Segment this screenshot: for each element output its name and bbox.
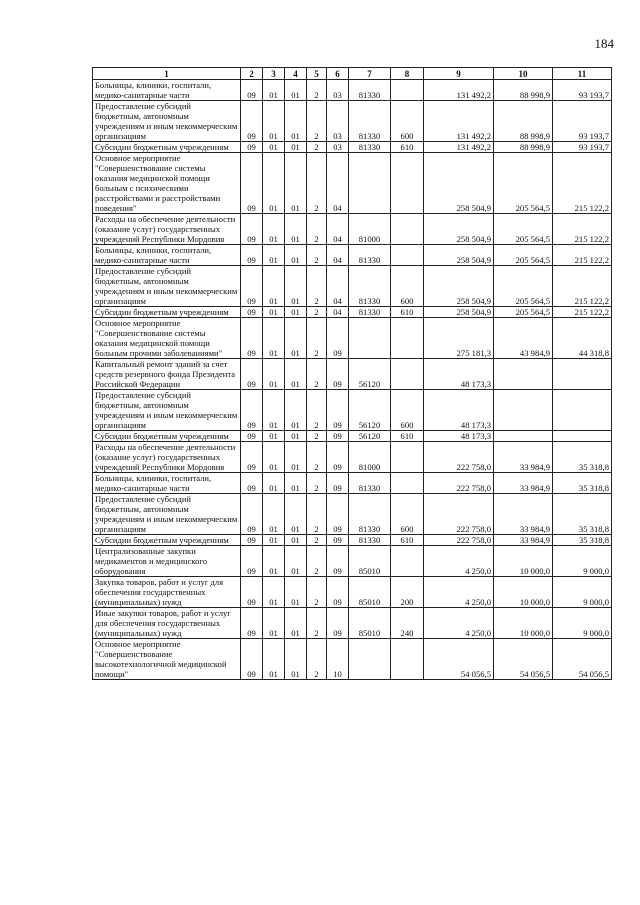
cell-c11 bbox=[553, 431, 612, 442]
cell-c3: 01 bbox=[263, 307, 285, 318]
table-row bbox=[93, 153, 612, 214]
cell-c9: 258 504,9 bbox=[424, 245, 494, 266]
column-header: 4 bbox=[285, 68, 307, 80]
cell-c6: 04 bbox=[327, 245, 349, 266]
cell-c9: 4 250,0 bbox=[424, 577, 494, 608]
row-name: Закупка товаров, работ и услуг для обеспечения государственных (муниципальных) нужд bbox=[93, 577, 241, 608]
cell-c7: 81330 bbox=[349, 307, 391, 318]
cell-c8: 610 bbox=[391, 307, 424, 318]
cell-c4: 01 bbox=[285, 307, 307, 318]
table-row bbox=[93, 307, 612, 318]
cell-c7: 81330 bbox=[349, 473, 391, 494]
column-header: 2 bbox=[241, 68, 263, 80]
cell-c8: 610 bbox=[391, 535, 424, 546]
cell-c2: 09 bbox=[241, 214, 263, 245]
cell-c3: 01 bbox=[263, 608, 285, 639]
cell-c11: 93 193,7 bbox=[553, 101, 612, 142]
cell-c2: 09 bbox=[241, 266, 263, 307]
cell-c2: 09 bbox=[241, 577, 263, 608]
cell-c5: 2 bbox=[307, 639, 327, 680]
row-name: Субсидии бюджетным учреждениям bbox=[93, 535, 241, 546]
cell-c11: 35 318,8 bbox=[553, 442, 612, 473]
cell-c5: 2 bbox=[307, 359, 327, 390]
cell-c7: 81330 bbox=[349, 494, 391, 535]
cell-c8 bbox=[391, 153, 424, 214]
budget-table bbox=[92, 67, 612, 680]
cell-c5: 2 bbox=[307, 431, 327, 442]
row-name: Субсидии бюджетным учреждениям bbox=[93, 142, 241, 153]
cell-c2: 09 bbox=[241, 431, 263, 442]
cell-c5: 2 bbox=[307, 473, 327, 494]
row-name: Основное мероприятие "Совершенствование высокотехнологичной медицинской помощи" bbox=[93, 639, 241, 680]
table-row bbox=[93, 101, 612, 142]
cell-c4: 01 bbox=[285, 318, 307, 359]
row-name: Основное мероприятие "Совершенствование системы оказания медицинской помощи больным прочими заболеваниями" bbox=[93, 318, 241, 359]
cell-c7: 56120 bbox=[349, 390, 391, 431]
table-row bbox=[93, 639, 612, 680]
cell-c4: 01 bbox=[285, 473, 307, 494]
cell-c11: 215 122,2 bbox=[553, 307, 612, 318]
cell-c9: 48 173,3 bbox=[424, 359, 494, 390]
cell-c3: 01 bbox=[263, 245, 285, 266]
cell-c3: 01 bbox=[263, 266, 285, 307]
table-row bbox=[93, 390, 612, 431]
cell-c9: 222 758,0 bbox=[424, 442, 494, 473]
cell-c5: 2 bbox=[307, 535, 327, 546]
table-row bbox=[93, 359, 612, 390]
cell-c11: 9 000,0 bbox=[553, 577, 612, 608]
cell-c10: 33 984,9 bbox=[494, 473, 553, 494]
cell-c5: 2 bbox=[307, 546, 327, 577]
cell-c9: 222 758,0 bbox=[424, 535, 494, 546]
cell-c6: 09 bbox=[327, 577, 349, 608]
cell-c6: 09 bbox=[327, 431, 349, 442]
cell-c2: 09 bbox=[241, 535, 263, 546]
cell-c10: 205 564,5 bbox=[494, 307, 553, 318]
cell-c7: 81000 bbox=[349, 442, 391, 473]
cell-c9: 258 504,9 bbox=[424, 214, 494, 245]
cell-c3: 01 bbox=[263, 473, 285, 494]
table-row bbox=[93, 535, 612, 546]
cell-c10: 205 564,5 bbox=[494, 245, 553, 266]
cell-c5: 2 bbox=[307, 142, 327, 153]
cell-c2: 09 bbox=[241, 390, 263, 431]
cell-c3: 01 bbox=[263, 639, 285, 680]
cell-c10: 43 984,9 bbox=[494, 318, 553, 359]
cell-c3: 01 bbox=[263, 494, 285, 535]
cell-c2: 09 bbox=[241, 318, 263, 359]
cell-c8: 600 bbox=[391, 494, 424, 535]
cell-c11: 215 122,2 bbox=[553, 245, 612, 266]
cell-c2: 09 bbox=[241, 473, 263, 494]
cell-c5: 2 bbox=[307, 214, 327, 245]
cell-c2: 09 bbox=[241, 307, 263, 318]
cell-c11: 35 318,8 bbox=[553, 473, 612, 494]
cell-c11: 44 318,8 bbox=[553, 318, 612, 359]
cell-c10: 205 564,5 bbox=[494, 266, 553, 307]
table-row bbox=[93, 80, 612, 101]
cell-c5: 2 bbox=[307, 101, 327, 142]
cell-c5: 2 bbox=[307, 608, 327, 639]
cell-c9: 258 504,9 bbox=[424, 266, 494, 307]
cell-c8 bbox=[391, 214, 424, 245]
cell-c3: 01 bbox=[263, 318, 285, 359]
cell-c9: 258 504,9 bbox=[424, 153, 494, 214]
cell-c7: 81330 bbox=[349, 266, 391, 307]
cell-c6: 09 bbox=[327, 390, 349, 431]
cell-c6: 03 bbox=[327, 101, 349, 142]
cell-c4: 01 bbox=[285, 214, 307, 245]
cell-c3: 01 bbox=[263, 431, 285, 442]
cell-c8: 600 bbox=[391, 390, 424, 431]
row-name: Субсидии бюджетным учреждениям bbox=[93, 431, 241, 442]
cell-c5: 2 bbox=[307, 318, 327, 359]
cell-c3: 01 bbox=[263, 535, 285, 546]
cell-c4: 01 bbox=[285, 494, 307, 535]
cell-c7 bbox=[349, 153, 391, 214]
cell-c8 bbox=[391, 318, 424, 359]
cell-c9: 131 492,2 bbox=[424, 101, 494, 142]
cell-c10: 10 000,0 bbox=[494, 546, 553, 577]
cell-c6: 09 bbox=[327, 608, 349, 639]
cell-c6: 04 bbox=[327, 214, 349, 245]
table-body bbox=[93, 80, 612, 680]
cell-c2: 09 bbox=[241, 101, 263, 142]
cell-c9: 222 758,0 bbox=[424, 473, 494, 494]
cell-c6: 09 bbox=[327, 546, 349, 577]
cell-c2: 09 bbox=[241, 494, 263, 535]
cell-c5: 2 bbox=[307, 494, 327, 535]
cell-c8 bbox=[391, 442, 424, 473]
cell-c4: 01 bbox=[285, 245, 307, 266]
cell-c11: 35 318,8 bbox=[553, 535, 612, 546]
cell-c5: 2 bbox=[307, 245, 327, 266]
column-header: 3 bbox=[263, 68, 285, 80]
cell-c11: 215 122,2 bbox=[553, 153, 612, 214]
cell-c11 bbox=[553, 359, 612, 390]
cell-c3: 01 bbox=[263, 359, 285, 390]
table-row bbox=[93, 431, 612, 442]
cell-c7: 81330 bbox=[349, 535, 391, 546]
cell-c11: 215 122,2 bbox=[553, 214, 612, 245]
cell-c10: 33 984,9 bbox=[494, 494, 553, 535]
row-name: Основное мероприятие "Совершенствование системы оказания медицинской помощи больным с психическими расстройствами и расстройствами поведения" bbox=[93, 153, 241, 214]
cell-c4: 01 bbox=[285, 546, 307, 577]
cell-c3: 01 bbox=[263, 214, 285, 245]
row-name: Предоставление субсидий бюджетным, автономным учреждениям и иным некоммерческим организациям bbox=[93, 494, 241, 535]
row-name: Больницы, клиники, госпитали, медико-санитарные части bbox=[93, 473, 241, 494]
row-name: Больницы, клиники, госпитали, медико-санитарные части bbox=[93, 80, 241, 101]
cell-c4: 01 bbox=[285, 153, 307, 214]
cell-c3: 01 bbox=[263, 101, 285, 142]
cell-c11: 35 318,8 bbox=[553, 494, 612, 535]
table-row bbox=[93, 266, 612, 307]
cell-c7: 81330 bbox=[349, 142, 391, 153]
cell-c3: 01 bbox=[263, 142, 285, 153]
cell-c9: 131 492,2 bbox=[424, 142, 494, 153]
cell-c8: 610 bbox=[391, 142, 424, 153]
cell-c11: 9 000,0 bbox=[553, 546, 612, 577]
cell-c7: 56120 bbox=[349, 359, 391, 390]
cell-c4: 01 bbox=[285, 142, 307, 153]
cell-c8: 610 bbox=[391, 431, 424, 442]
cell-c7: 81330 bbox=[349, 101, 391, 142]
column-header: 1 bbox=[93, 68, 241, 80]
row-name: Иные закупки товаров, работ и услуг для обеспечения государственных (муниципальных) нужд bbox=[93, 608, 241, 639]
cell-c11: 54 056,5 bbox=[553, 639, 612, 680]
column-header: 9 bbox=[424, 68, 494, 80]
cell-c6: 04 bbox=[327, 266, 349, 307]
row-name: Расходы на обеспечение деятельности (оказание услуг) государственных учреждений Республики Мордовия bbox=[93, 214, 241, 245]
cell-c11: 93 193,7 bbox=[553, 80, 612, 101]
header-row bbox=[93, 68, 612, 80]
table-row bbox=[93, 214, 612, 245]
cell-c8: 240 bbox=[391, 608, 424, 639]
cell-c6: 09 bbox=[327, 442, 349, 473]
cell-c2: 09 bbox=[241, 80, 263, 101]
cell-c4: 01 bbox=[285, 101, 307, 142]
cell-c9: 48 173,3 bbox=[424, 431, 494, 442]
cell-c11: 9 000,0 bbox=[553, 608, 612, 639]
cell-c3: 01 bbox=[263, 442, 285, 473]
cell-c4: 01 bbox=[285, 80, 307, 101]
cell-c6: 03 bbox=[327, 80, 349, 101]
table-row bbox=[93, 608, 612, 639]
cell-c11: 215 122,2 bbox=[553, 266, 612, 307]
cell-c2: 09 bbox=[241, 546, 263, 577]
cell-c3: 01 bbox=[263, 546, 285, 577]
row-name: Предоставление субсидий бюджетным, автономным учреждениям и иным некоммерческим организациям bbox=[93, 390, 241, 431]
cell-c4: 01 bbox=[285, 577, 307, 608]
cell-c10: 88 998,9 bbox=[494, 101, 553, 142]
cell-c4: 01 bbox=[285, 639, 307, 680]
column-header: 10 bbox=[494, 68, 553, 80]
cell-c9: 48 173,3 bbox=[424, 390, 494, 431]
cell-c10 bbox=[494, 359, 553, 390]
row-name: Предоставление субсидий бюджетным, автономным учреждениям и иным некоммерческим организациям bbox=[93, 101, 241, 142]
cell-c3: 01 bbox=[263, 577, 285, 608]
cell-c5: 2 bbox=[307, 390, 327, 431]
cell-c10: 205 564,5 bbox=[494, 214, 553, 245]
cell-c11 bbox=[553, 390, 612, 431]
cell-c2: 09 bbox=[241, 359, 263, 390]
cell-c8 bbox=[391, 546, 424, 577]
cell-c10: 10 000,0 bbox=[494, 608, 553, 639]
column-header: 11 bbox=[553, 68, 612, 80]
row-name: Предоставление субсидий бюджетным, автономным учреждениям и иным некоммерческим организациям bbox=[93, 266, 241, 307]
cell-c2: 09 bbox=[241, 442, 263, 473]
cell-c6: 04 bbox=[327, 307, 349, 318]
cell-c5: 2 bbox=[307, 307, 327, 318]
table-row bbox=[93, 494, 612, 535]
row-name: Капитальный ремонт зданий за счет средств резервного фонда Президента Российской Федерации bbox=[93, 359, 241, 390]
cell-c2: 09 bbox=[241, 142, 263, 153]
column-header: 8 bbox=[391, 68, 424, 80]
cell-c5: 2 bbox=[307, 577, 327, 608]
row-name: Централизованные закупки медикаментов и медицинского оборудования bbox=[93, 546, 241, 577]
cell-c7: 81330 bbox=[349, 80, 391, 101]
table-row bbox=[93, 245, 612, 266]
cell-c6: 09 bbox=[327, 359, 349, 390]
column-header: 7 bbox=[349, 68, 391, 80]
cell-c10: 54 056,5 bbox=[494, 639, 553, 680]
cell-c10: 10 000,0 bbox=[494, 577, 553, 608]
cell-c9: 4 250,0 bbox=[424, 546, 494, 577]
table-row bbox=[93, 142, 612, 153]
cell-c4: 01 bbox=[285, 359, 307, 390]
cell-c3: 01 bbox=[263, 153, 285, 214]
cell-c9: 275 181,3 bbox=[424, 318, 494, 359]
cell-c4: 01 bbox=[285, 266, 307, 307]
cell-c10: 88 998,9 bbox=[494, 142, 553, 153]
cell-c2: 09 bbox=[241, 153, 263, 214]
cell-c3: 01 bbox=[263, 390, 285, 431]
cell-c5: 2 bbox=[307, 153, 327, 214]
cell-c6: 09 bbox=[327, 473, 349, 494]
cell-c8 bbox=[391, 359, 424, 390]
row-name: Расходы на обеспечение деятельности (оказание услуг) государственных учреждений Республики Мордовия bbox=[93, 442, 241, 473]
row-name: Субсидии бюджетным учреждениям bbox=[93, 307, 241, 318]
column-header: 5 bbox=[307, 68, 327, 80]
cell-c4: 01 bbox=[285, 608, 307, 639]
cell-c2: 09 bbox=[241, 639, 263, 680]
cell-c10: 33 984,9 bbox=[494, 442, 553, 473]
cell-c4: 01 bbox=[285, 442, 307, 473]
cell-c4: 01 bbox=[285, 535, 307, 546]
table-row bbox=[93, 318, 612, 359]
cell-c8 bbox=[391, 245, 424, 266]
cell-c5: 2 bbox=[307, 80, 327, 101]
cell-c9: 54 056,5 bbox=[424, 639, 494, 680]
cell-c3: 01 bbox=[263, 80, 285, 101]
cell-c2: 09 bbox=[241, 608, 263, 639]
table-row bbox=[93, 577, 612, 608]
cell-c5: 2 bbox=[307, 442, 327, 473]
page-number: 184 bbox=[594, 36, 614, 51]
cell-c8 bbox=[391, 80, 424, 101]
cell-c10 bbox=[494, 390, 553, 431]
cell-c10: 88 998,9 bbox=[494, 80, 553, 101]
cell-c10: 205 564,5 bbox=[494, 153, 553, 214]
cell-c9: 4 250,0 bbox=[424, 608, 494, 639]
cell-c7: 85010 bbox=[349, 608, 391, 639]
cell-c7: 85010 bbox=[349, 546, 391, 577]
cell-c9: 131 492,2 bbox=[424, 80, 494, 101]
cell-c7: 56120 bbox=[349, 431, 391, 442]
cell-c5: 2 bbox=[307, 266, 327, 307]
cell-c8 bbox=[391, 639, 424, 680]
row-name: Больницы, клиники, госпитали, медико-санитарные части bbox=[93, 245, 241, 266]
cell-c8: 600 bbox=[391, 101, 424, 142]
table-row bbox=[93, 546, 612, 577]
cell-c10 bbox=[494, 431, 553, 442]
cell-c11: 93 193,7 bbox=[553, 142, 612, 153]
cell-c7: 81000 bbox=[349, 214, 391, 245]
cell-c8: 200 bbox=[391, 577, 424, 608]
cell-c6: 10 bbox=[327, 639, 349, 680]
cell-c6: 09 bbox=[327, 535, 349, 546]
table-row bbox=[93, 442, 612, 473]
cell-c7 bbox=[349, 639, 391, 680]
cell-c6: 09 bbox=[327, 494, 349, 535]
cell-c6: 09 bbox=[327, 318, 349, 359]
cell-c4: 01 bbox=[285, 431, 307, 442]
cell-c4: 01 bbox=[285, 390, 307, 431]
cell-c7 bbox=[349, 318, 391, 359]
cell-c7: 81330 bbox=[349, 245, 391, 266]
table-row bbox=[93, 473, 612, 494]
cell-c9: 222 758,0 bbox=[424, 494, 494, 535]
cell-c8: 600 bbox=[391, 266, 424, 307]
cell-c10: 33 984,9 bbox=[494, 535, 553, 546]
cell-c9: 258 504,9 bbox=[424, 307, 494, 318]
cell-c2: 09 bbox=[241, 245, 263, 266]
cell-c6: 03 bbox=[327, 142, 349, 153]
cell-c6: 04 bbox=[327, 153, 349, 214]
column-header: 6 bbox=[327, 68, 349, 80]
cell-c8 bbox=[391, 473, 424, 494]
cell-c7: 85010 bbox=[349, 577, 391, 608]
